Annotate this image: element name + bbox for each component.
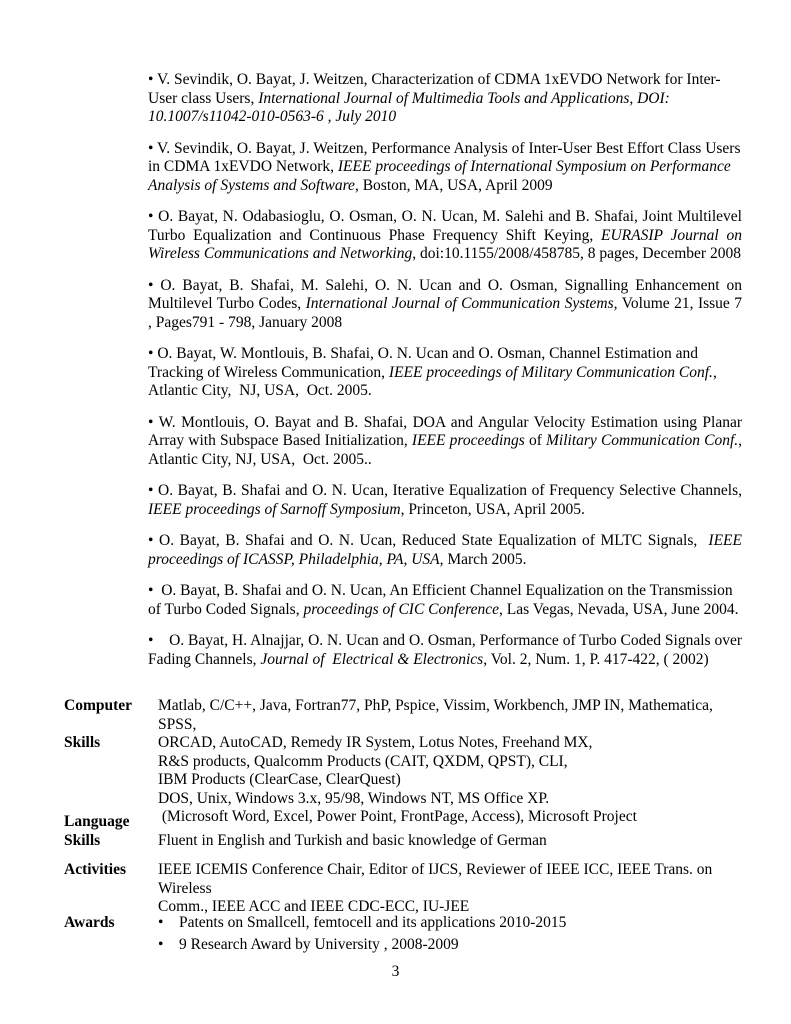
- publication-text: Volume 21, Issue 7 , Pages791 - 798, January 2008: [148, 295, 746, 331]
- section-content-line: R&S products, Qualcomm Products (CAIT, QXDM, QPST), CLI,: [158, 752, 568, 770]
- publication-venue: Journal of Electrical & Electronics: [260, 650, 484, 668]
- publication-text: , doi:10.1155/2008/458785, 8 pages, December 2008: [412, 245, 741, 262]
- section-label-computer-skills: [64, 697, 158, 753]
- publication-text: W. Montlouis, O. Bayat and B. Shafai, DOA and Angular Velocity Estimation using Planar Array with Subspace Based Initialization,: [148, 413, 746, 449]
- bullet-icon: •: [158, 936, 164, 953]
- section-activities: [64, 861, 741, 917]
- section-computer-skills: [64, 697, 741, 827]
- publication-text: of: [524, 432, 546, 449]
- bullet-icon: •: [148, 208, 159, 225]
- publication-item: [148, 139, 745, 196]
- section-content-computer-skills: [158, 697, 741, 827]
- bullet-icon: •: [148, 532, 160, 549]
- section-language-skills: [64, 813, 741, 850]
- publication-venue: IEEE proceedings of International Symposium on Performance Analysis of Systems and Software: [148, 158, 735, 194]
- publication-item: [148, 71, 742, 127]
- publication-item: [148, 532, 746, 569]
- publication-text: O. Bayat, W. Montlouis, B. Shafai, O. N. Ucan and O. Osman, Channel Estimation and Tracking of Wireless Communication,: [148, 345, 702, 381]
- publication-text: , Atlantic City, NJ, USA, Oct. 2005.: [148, 363, 720, 399]
- section-label-line: Awards: [64, 914, 115, 931]
- award-item: [158, 914, 741, 933]
- publication-text: O. Bayat, B. Shafai and O. N. Ucan, Iterative Equalization of Frequency Selective Channels,: [158, 482, 746, 499]
- publication-text: , Vol. 2, Num. 1, P. 417-422, ( 2002): [483, 650, 709, 668]
- section-content-line: DOS, Unix, Windows 3.x, 95/98, Windows NT, MS Office XP.: [158, 789, 550, 807]
- award-text: 9 Research Award by University , 2008-2009: [179, 936, 459, 953]
- publication-text: , Las Vegas, Nevada, USA, June 2004.: [499, 600, 739, 618]
- publication-venue: EURASIP Journal on Wireless Communications and Networking: [148, 226, 746, 262]
- publication-item: [148, 482, 746, 519]
- section-label-line: Activities: [64, 861, 126, 878]
- bullet-icon: •: [148, 482, 158, 499]
- publication-venue: proceedings of CIC Conference: [303, 600, 500, 618]
- bullet-icon: •: [148, 632, 158, 649]
- section-label-line: Skills: [64, 831, 101, 849]
- publication-text: , Princeton, USA, April 2005.: [400, 500, 585, 518]
- section-label-line: [64, 716, 158, 735]
- publication-item: [148, 345, 742, 401]
- publication-item: [148, 208, 746, 264]
- section-content-language-skills: [158, 813, 741, 850]
- section-content-activities: [158, 861, 741, 917]
- section-label-line: Language: [64, 813, 130, 830]
- section-content-line: (Microsoft Word, Excel, Power Point, FrontPage, Access), Microsoft Project: [158, 808, 637, 825]
- publication-venue: Military Communication Conf.: [546, 432, 739, 449]
- bullet-icon: •: [148, 345, 158, 362]
- publication-text: O. Bayat, B. Shafai and O. N. Ucan, An Efficient Channel Equalization on the Transmission of Turbo Coded Signals,: [148, 582, 737, 618]
- publication-text: O. Bayat, B. Shafai and O. N. Ucan, Reduced State Equalization of MLTC Signals,: [159, 532, 709, 549]
- section-label-language-skills: [64, 813, 158, 850]
- section-content-line: Matlab, C/C++, Java, Fortran77, PhP, Pspice, Vissim, Workbench, JMP IN, Mathematica, SPSS,: [158, 697, 717, 733]
- bullet-icon: •: [148, 582, 158, 599]
- section-awards: [64, 914, 741, 958]
- bullet-icon: •: [148, 71, 158, 88]
- publication-item: [148, 413, 746, 470]
- bullet-icon: •: [148, 413, 159, 431]
- publication-item: [148, 276, 746, 333]
- publication-text: V. Sevindik, O. Bayat, J. Weitzen, Performance Analysis of Inter-User Best Effort Class Users in CDMA 1xEVDO Network,: [148, 139, 745, 175]
- publication-text: V. Sevindik, O. Bayat, J. Weitzen, Characterization of CDMA 1xEVDO Network for Inter-User class Users,: [148, 71, 721, 107]
- bullet-icon: •: [148, 276, 161, 294]
- section-content-line: [158, 813, 741, 832]
- section-label-awards: [64, 914, 158, 933]
- bullet-icon: •: [158, 914, 164, 931]
- publication-text: , Boston, MA, USA, April 2009: [354, 176, 553, 194]
- section-label-activities: [64, 861, 158, 880]
- section-content-line: Fluent in English and Turkish and basic knowledge of German: [158, 831, 547, 849]
- publication-item: [148, 582, 742, 619]
- award-item: [158, 936, 741, 955]
- publication-text: O. Bayat, N. Odabasioglu, O. Osman, O. N. Ucan, M. Salehi and B. Shafai, Joint Multilevel Turbo Equalization and Continuous Phase Frequency Shift Keying,: [148, 208, 746, 244]
- section-content-line: IBM Products (ClearCase, ClearQuest): [158, 771, 401, 788]
- section-content-line: IEEE ICEMIS Conference Chair, Editor of IJCS, Reviewer of IEEE ICC, IEEE Trans. on Wireless: [158, 861, 716, 897]
- page-number: 3: [391, 963, 400, 980]
- section-label-line: Computer: [64, 697, 133, 714]
- publication-item: [148, 632, 746, 669]
- bullet-icon: •: [148, 139, 158, 157]
- section-content-awards: [158, 914, 741, 958]
- section-label-line: Skills: [64, 734, 101, 751]
- publication-text: O. Bayat, H. Alnajjar, O. N. Ucan and O. Osman, Performance of Turbo Coded Signals over Fading Channels,: [148, 632, 746, 668]
- publication-text: , Atlantic City, NJ, USA, Oct. 2005..: [148, 432, 746, 468]
- publication-text: O. Bayat, B. Shafai, M. Salehi, O. N. Ucan and O. Osman, Signalling Enhancement on Multilevel Turbo Codes,: [148, 276, 746, 312]
- publication-venue: IEEE proceedings of Sarnoff Symposium: [148, 500, 401, 518]
- section-content-line: ORCAD, AutoCAD, Remedy IR System, Lotus Notes, Freehand MX,: [158, 734, 593, 751]
- publication-venue: IEEE proceedings: [411, 432, 525, 449]
- publication-venue: International Journal of Multimedia Tools and Applications, DOI: 10.1007/s11042-010-0563-6 , July 2010: [148, 89, 674, 125]
- publication-text: March 2005.: [443, 550, 527, 568]
- publications-list: [148, 71, 746, 682]
- award-text: Patents on Smallcell, femtocell and its applications 2010-2015: [179, 914, 567, 931]
- publication-venue: IEEE proceedings of Military Communication Conf.: [388, 363, 713, 381]
- section-content-line: Comm., IEEE ACC and IEEE CDC-ECC, IU-JEE: [158, 898, 470, 915]
- publication-venue: IEEE proceedings of ICASSP, Philadelphia, PA, USA,: [148, 532, 746, 568]
- publication-venue: International Journal of Communication Systems,: [305, 295, 618, 312]
